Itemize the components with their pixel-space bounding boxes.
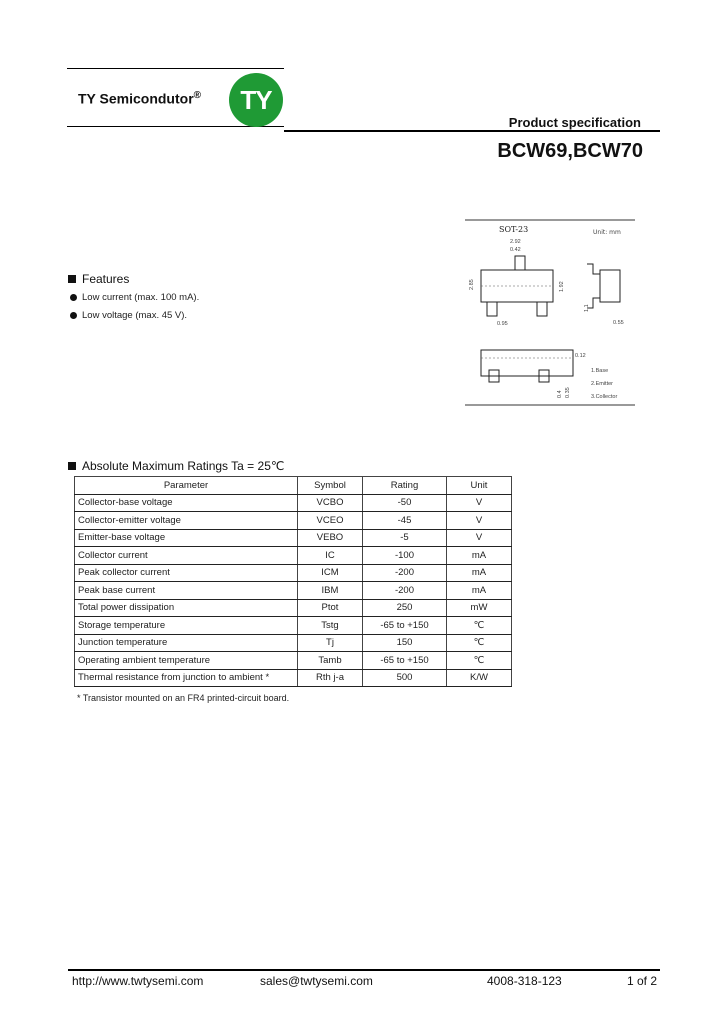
brand-text: TY Semicondutor — [78, 90, 194, 107]
dim-055: 0.55 — [613, 320, 624, 326]
footer-phone: 4008-318-123 — [487, 974, 562, 988]
dim-042: 0.42 — [510, 247, 521, 253]
cell-unit: ℃ — [447, 652, 512, 670]
dim-285: 2.85 — [469, 279, 475, 290]
feature-text: Low voltage (max. 45 V). — [82, 310, 188, 321]
cell-symbol: VCEO — [298, 512, 363, 530]
pin-1-label: 1.Base — [591, 368, 609, 374]
cell-parameter: Collector current — [75, 547, 298, 565]
ratings-title: Absolute Maximum Ratings Ta = 25℃ — [82, 459, 285, 473]
cell-parameter: Peak base current — [75, 582, 298, 600]
cell-rating: -65 to +150 — [363, 617, 447, 635]
footer-page-number: 1 of 2 — [627, 974, 658, 988]
registered-mark: ® — [193, 90, 202, 101]
brand-name — [78, 90, 201, 107]
cell-parameter: Storage temperature — [75, 617, 298, 635]
feature-item — [70, 292, 199, 303]
dim-095: 0.95 — [497, 321, 508, 327]
ratings-heading — [68, 459, 284, 473]
pin-2-label: 2.Emitter — [591, 381, 614, 387]
footer-website-link[interactable]: http://www.twtysemi.com — [72, 974, 204, 988]
table-row — [75, 669, 512, 687]
sot23-package-drawing — [465, 218, 635, 408]
dim-035: 0.35 — [565, 387, 571, 398]
cell-parameter: Total power dissipation — [75, 599, 298, 617]
feature-item — [70, 310, 187, 321]
unit-label: Unit: mm — [593, 229, 621, 236]
table-row — [75, 547, 512, 565]
cell-parameter: Emitter-base voltage — [75, 529, 298, 547]
cell-symbol: Tj — [298, 634, 363, 652]
feature-text: Low current (max. 100 mA). — [82, 292, 200, 303]
cell-symbol: ICM — [298, 564, 363, 582]
pin-3-label: 3.Collector — [591, 394, 618, 400]
cell-unit: V — [447, 494, 512, 512]
cell-unit: V — [447, 529, 512, 547]
dim-192: 1.92 — [559, 281, 565, 292]
table-header-row — [75, 477, 512, 495]
cell-rating: -5 — [363, 529, 447, 547]
table-row — [75, 652, 512, 670]
cell-rating: -200 — [363, 564, 447, 582]
dim-11: 1.1 — [584, 304, 590, 312]
package-label: SOT-23 — [499, 225, 529, 234]
cell-symbol: VEBO — [298, 529, 363, 547]
footer-rule — [68, 969, 660, 971]
bullet-square-icon — [68, 275, 76, 283]
cell-unit: ℃ — [447, 617, 512, 635]
features-heading — [68, 272, 129, 286]
header-top-rule — [67, 68, 284, 69]
cell-rating: -50 — [363, 494, 447, 512]
cell-rating: -45 — [363, 512, 447, 530]
cell-parameter: Collector-emitter voltage — [75, 512, 298, 530]
table-row — [75, 599, 512, 617]
table-row — [75, 634, 512, 652]
header-main-rule — [284, 130, 660, 132]
cell-unit: mA — [447, 564, 512, 582]
table-row — [75, 617, 512, 635]
header-unit: Unit — [447, 477, 512, 495]
bullet-square-icon — [68, 462, 76, 470]
cell-parameter: Peak collector current — [75, 564, 298, 582]
cell-parameter: Junction temperature — [75, 634, 298, 652]
cell-unit: K/W — [447, 669, 512, 687]
logo-text: TY — [240, 84, 272, 115]
features-title: Features — [82, 272, 130, 286]
cell-symbol: IC — [298, 547, 363, 565]
part-numbers: BCW69,BCW70 — [497, 140, 643, 162]
cell-unit: V — [447, 512, 512, 530]
cell-rating: -65 to +150 — [363, 652, 447, 670]
cell-rating: -100 — [363, 547, 447, 565]
footer-email-link[interactable]: sales@twtysemi.com — [260, 974, 373, 988]
product-specification: Product specification — [508, 115, 641, 130]
header-parameter: Parameter — [75, 477, 298, 495]
cell-unit: ℃ — [447, 634, 512, 652]
header-rating: Rating — [363, 477, 447, 495]
table-row — [75, 494, 512, 512]
cell-parameter: Collector-base voltage — [75, 494, 298, 512]
cell-parameter: Operating ambient temperature — [75, 652, 298, 670]
table-row — [75, 512, 512, 530]
dim-292: 2.92 — [510, 239, 521, 245]
cell-rating: 250 — [363, 599, 447, 617]
ratings-footnote: * Transistor mounted on an FR4 printed-circuit board. — [77, 693, 290, 703]
table-row — [75, 582, 512, 600]
cell-rating: -200 — [363, 582, 447, 600]
cell-symbol: Tamb — [298, 652, 363, 670]
dim-012: 0.12 — [575, 353, 586, 359]
dim-04: 0.4 — [557, 390, 563, 398]
cell-symbol: Ptot — [298, 599, 363, 617]
cell-unit: mA — [447, 582, 512, 600]
cell-symbol: Rth j-a — [298, 669, 363, 687]
cell-symbol: VCBO — [298, 494, 363, 512]
table-row — [75, 529, 512, 547]
bullet-dot-icon — [70, 294, 77, 301]
bullet-dot-icon — [70, 312, 77, 319]
table-row — [75, 564, 512, 582]
ty-logo — [229, 73, 283, 127]
cell-symbol: IBM — [298, 582, 363, 600]
absolute-maximum-ratings-table — [74, 476, 512, 687]
cell-unit: mW — [447, 599, 512, 617]
header-symbol: Symbol — [298, 477, 363, 495]
cell-rating: 500 — [363, 669, 447, 687]
cell-rating: 150 — [363, 634, 447, 652]
cell-parameter: Thermal resistance from junction to ambient * — [75, 669, 298, 687]
cell-unit: mA — [447, 547, 512, 565]
cell-symbol: Tstg — [298, 617, 363, 635]
